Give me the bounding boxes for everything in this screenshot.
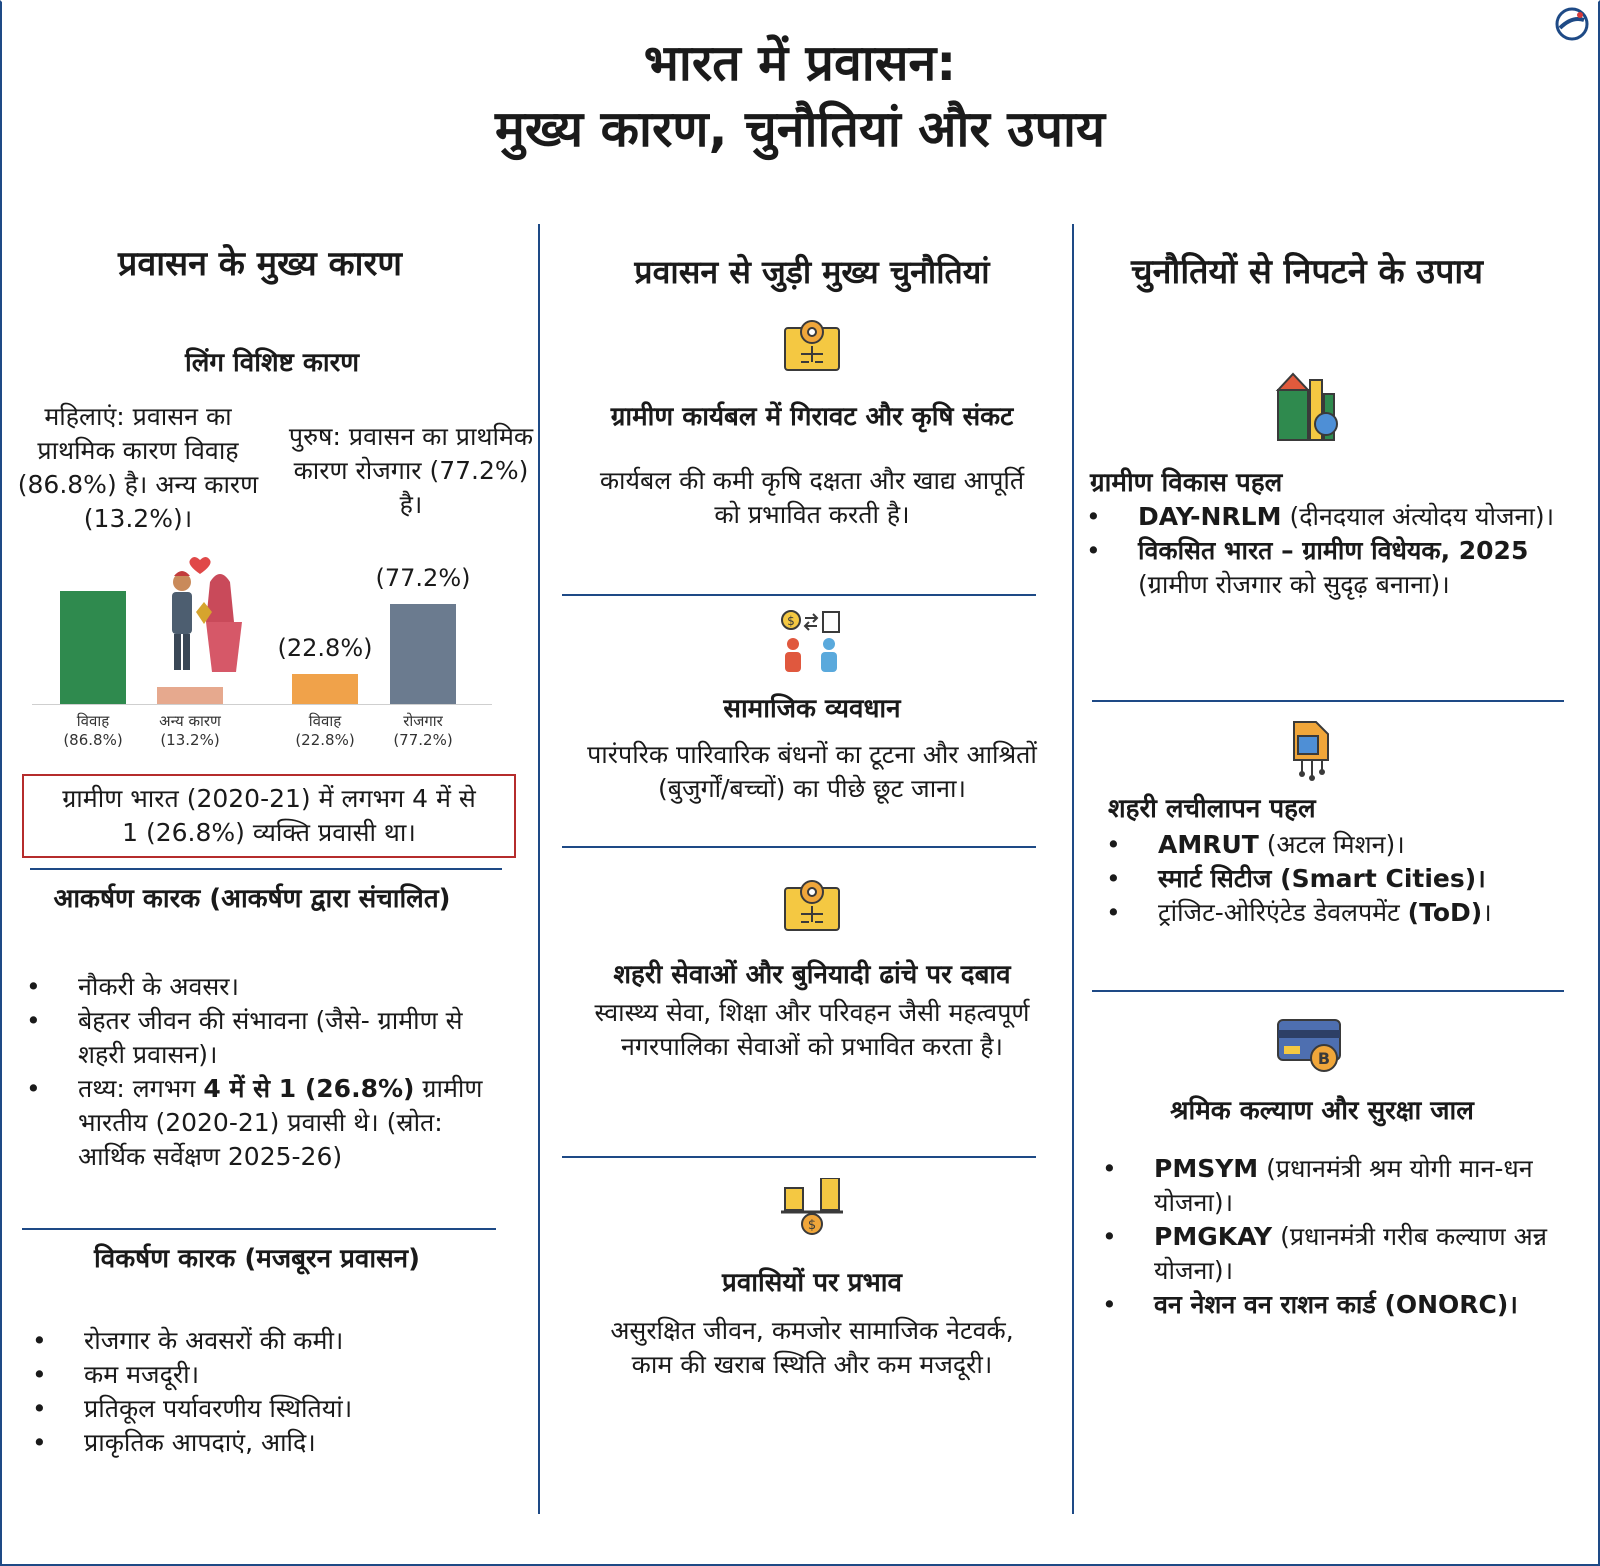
title-line-1: भारत में प्रवासन:	[643, 34, 957, 92]
list-item: • विकसित भारत – ग्रामीण विधेयक, 2025 (ग्रामीण रोजगार को सुदृढ़ बनाना)।	[1076, 534, 1566, 602]
wedding-couple-icon	[152, 552, 252, 677]
challenge-desc: कार्यबल की कमी कृषि दक्षता और खाद्य आपूर्ति को प्रभावित करती है।	[599, 466, 1025, 529]
list-item: • PMSYM (प्रधानमंत्री श्रम योगी मान-धन योजना)।	[1092, 1152, 1572, 1220]
challenge-title: शहरी सेवाओं और बुनियादी ढांचे पर दबाव	[613, 960, 1011, 990]
list-item: • कम मजदूरी।	[22, 1358, 502, 1392]
challenges-heading: प्रवासन से जुड़ी मुख्य चुनौतियां	[634, 253, 990, 291]
svg-text:$: $	[807, 1218, 817, 1233]
gender-heading: लिंग विशिष्ट कारण	[184, 348, 360, 378]
title-line-2: मुख्य कारण, चुनौतियां और उपाय	[495, 100, 1105, 158]
list-item: • तथ्य: लगभग 4 में से 1 (26.8%) ग्रामीण भारतीय (2020-21) प्रवासी थे। (स्रोत: आर्थिक सर्वेक्षण 2025-26)	[16, 1072, 486, 1174]
challenge-title: प्रवासियों पर प्रभाव	[722, 1268, 902, 1298]
list-item: • AMRUT (अटल मिशन)।	[1096, 828, 1576, 862]
push-factors-heading: विकर्षण कारक (मजबूरन प्रवासन)	[94, 1244, 420, 1274]
category-label: अन्य कारण (13.2%)	[159, 712, 221, 749]
category-label: विवाह (86.8%)	[63, 712, 123, 749]
category-label: रोजगार (77.2%)	[393, 712, 453, 749]
section-divider	[22, 1228, 496, 1230]
svg-text:$: $	[787, 614, 795, 628]
section-divider	[30, 868, 502, 870]
women-cause-text: महिलाएं: प्रवासन का प्राथमिक कारण विवाह (86.8%) है। अन्य कारण (13.2%)।	[17, 402, 259, 533]
pull-factors-list	[16, 970, 486, 1174]
rural-initiatives-heading: ग्रामीण विकास पहल	[1090, 468, 1283, 498]
gear-blueprint-icon	[781, 314, 843, 374]
causes-column	[2, 242, 532, 286]
push-factors-list	[22, 1324, 502, 1460]
section-divider	[1092, 700, 1564, 702]
list-item: • DAY-NRLM (दीनदयाल अंत्योदय योजना)।	[1076, 500, 1566, 534]
bar-marriage-men	[292, 674, 358, 704]
challenge-card	[562, 1178, 1062, 1382]
coin-scale-icon	[779, 1178, 845, 1240]
people-exchange-icon	[777, 610, 847, 674]
column-divider	[538, 224, 540, 1514]
welfare-list	[1092, 1152, 1572, 1322]
list-item: • स्मार्ट सिटीज (Smart Cities)।	[1096, 862, 1576, 896]
fact-box-text: ग्रामीण भारत (2020-21) में लगभग 4 में से 1 (26.8%) व्यक्ति प्रवासी था।	[62, 784, 476, 847]
section-divider	[562, 846, 1036, 848]
list-item: • नौकरी के अवसर।	[16, 970, 486, 1004]
list-item: • प्राकृतिक आपदाएं, आदि।	[22, 1426, 502, 1460]
bar-other-women	[157, 687, 223, 704]
challenge-desc: असुरक्षित जीवन, कमजोर सामाजिक नेटवर्क, काम की खराब स्थिति और कम मजदूरी।	[610, 1316, 1014, 1379]
challenge-card	[562, 874, 1062, 1064]
ai-chip-icon	[1284, 716, 1338, 786]
bar-employment-men	[390, 604, 456, 704]
page-title	[2, 30, 1598, 162]
bitcoin-card-icon	[1276, 1018, 1344, 1074]
list-item: • बेहतर जीवन की संभावना (जैसे- ग्रामीण से शहरी प्रवासन)।	[16, 1004, 486, 1072]
chart-baseline	[32, 704, 492, 705]
welfare-heading: श्रमिक कल्याण और सुरक्षा जाल	[1170, 1096, 1474, 1126]
challenge-title: सामाजिक व्यवधान	[723, 694, 901, 724]
list-item: • रोजगार के अवसरों की कमी।	[22, 1324, 502, 1358]
rural-migrant-fact-box	[22, 774, 516, 858]
men-cause-text: पुरुष: प्रवासन का प्राथमिक कारण रोजगार (77.2%) है।	[288, 422, 534, 519]
section-divider	[562, 1156, 1036, 1158]
list-item: • ट्रांजिट-ओरिएंटेड डेवलपमेंट (ToD)।	[1096, 896, 1576, 930]
svg-text:B: B	[1317, 1049, 1331, 1068]
city-building-icon	[1274, 370, 1344, 442]
column-divider	[1072, 224, 1074, 1514]
section-divider	[1092, 990, 1564, 992]
challenge-desc: स्वास्थ्य सेवा, शिक्षा और परिवहन जैसी महत्वपूर्ण नगरपालिका सेवाओं को प्रभावित करता है।	[594, 998, 1030, 1061]
category-label: विवाह (22.8%)	[295, 712, 355, 749]
solutions-heading: चुनौतियों से निपटने के उपाय	[1131, 252, 1483, 292]
challenge-title: ग्रामीण कार्यबल में गिरावट और कृषि संकट	[610, 402, 1014, 432]
gear-blueprint-icon	[781, 874, 843, 934]
gender-cause-chart	[32, 552, 512, 752]
data-label-marriage-men: (22.8%)	[277, 634, 373, 663]
causes-heading: प्रवासन के मुख्य कारण	[118, 244, 402, 284]
list-item: • PMGKAY (प्रधानमंत्री गरीब कल्याण अन्न योजना)।	[1092, 1220, 1572, 1288]
challenge-card	[562, 314, 1062, 532]
rural-initiatives-list	[1076, 500, 1566, 602]
pull-factors-heading: आकर्षण कारक (आकर्षण द्वारा संचालित)	[53, 884, 451, 914]
list-item: • प्रतिकूल पर्यावरणीय स्थितियां।	[22, 1392, 502, 1426]
data-label-employment-men: (77.2%)	[375, 563, 471, 592]
section-divider	[562, 594, 1036, 596]
challenge-card	[562, 610, 1062, 806]
challenge-desc: पारंपरिक पारिवारिक बंधनों का टूटना और आश्रितों (बुजुर्गों/बच्चों) का पीछे छूट जाना।	[587, 740, 1037, 803]
urban-initiatives-heading: शहरी लचीलापन पहल	[1108, 794, 1316, 824]
list-item: • वन नेशन वन राशन कार्ड (ONORC)।	[1092, 1288, 1572, 1322]
urban-initiatives-list	[1096, 828, 1576, 930]
bar-marriage-women	[60, 591, 126, 704]
